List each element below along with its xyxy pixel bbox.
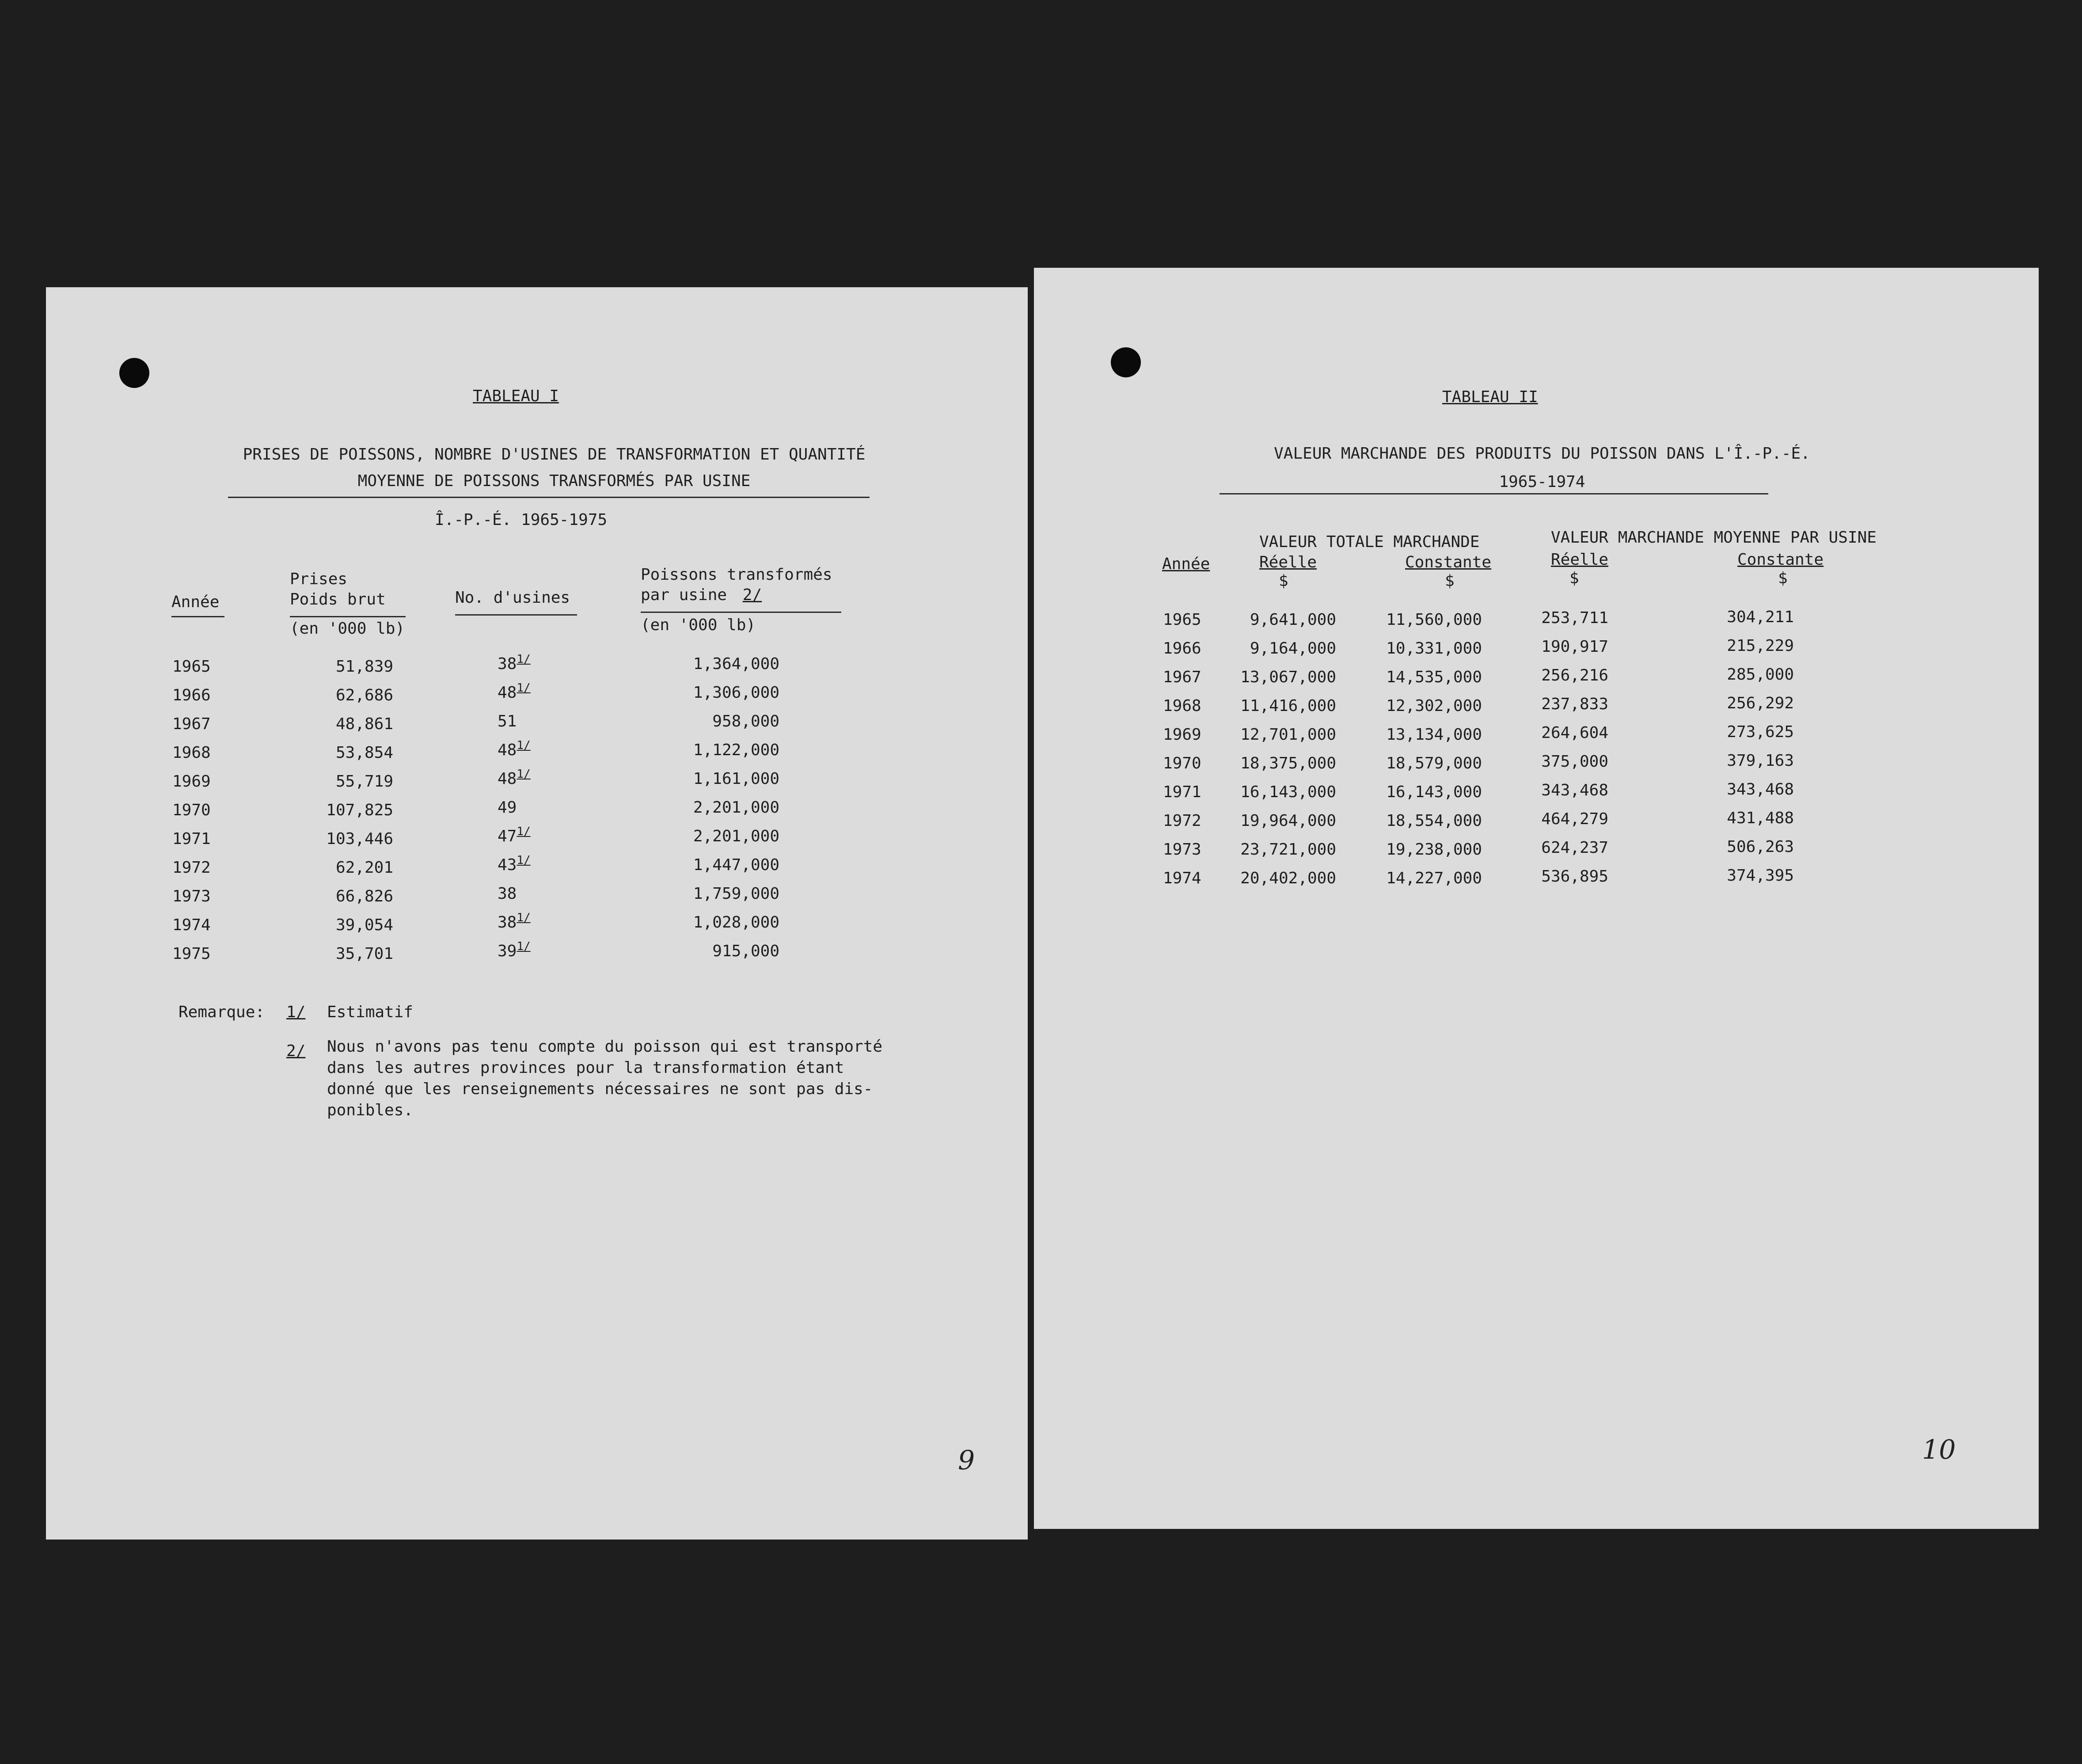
cell-moyenne-constante: 256,292 (1727, 694, 1794, 712)
footnote-marker: 2/ (286, 1042, 306, 1060)
col-header-par-usine (641, 586, 762, 604)
col-group-header: VALEUR TOTALE MARCHANDE (1259, 533, 1480, 551)
cell-total-reelle: 16,143,000 (1240, 783, 1336, 801)
cell-poissons: 1,364,000 (693, 655, 779, 673)
footnote-text-line: dans les autres provinces pour la transformation étant (327, 1059, 844, 1077)
footnote-ref: 1/ (517, 825, 531, 838)
page-number: 9 (958, 1445, 975, 1476)
col-header-constante: Constante (1737, 551, 1824, 569)
heading-rule (1220, 493, 1768, 494)
cell-poissons: 1,447,000 (693, 856, 779, 874)
page-left (46, 287, 1028, 1540)
cell-moyenne-reelle: 464,279 (1541, 810, 1608, 828)
cell-usines-value: 49 (498, 798, 517, 817)
cell-usines-value: 38 (498, 655, 517, 673)
cell-poissons: 1,306,000 (693, 684, 779, 702)
footnote-ref: 2/ (742, 586, 762, 604)
cell-annee: 1972 (172, 859, 211, 877)
col-header-annee: Année (1162, 555, 1210, 573)
cell-annee: 1974 (172, 916, 211, 934)
cell-annee: 1971 (1163, 783, 1201, 801)
footnote-ref: 1/ (517, 739, 531, 752)
col-header-reelle: Réelle (1259, 553, 1317, 571)
cell-moyenne-constante: 273,625 (1727, 723, 1794, 741)
table-title: TABLEAU I (473, 387, 559, 405)
table-title: TABLEAU II (1442, 388, 1538, 406)
cell-annee: 1967 (1163, 668, 1201, 686)
cell-annee: 1973 (172, 887, 211, 905)
cell-usines (498, 741, 531, 759)
cell-prises: 48,861 (335, 715, 393, 733)
cell-total-constante: 18,554,000 (1386, 812, 1482, 830)
cell-moyenne-reelle: 256,216 (1541, 666, 1608, 684)
cell-total-reelle: 20,402,000 (1240, 869, 1336, 887)
cell-poissons: 2,201,000 (693, 827, 779, 845)
cell-moyenne-constante: 506,263 (1727, 838, 1794, 856)
footnote-text-line: Nous n'avons pas tenu compte du poisson qui est transporté (327, 1038, 883, 1056)
cell-annee: 1972 (1163, 812, 1201, 830)
cell-usines (498, 827, 531, 845)
cell-poissons: 1,028,000 (693, 913, 779, 931)
cell-usines-value: 51 (498, 712, 517, 730)
footnote-ref: 1/ (517, 768, 531, 781)
cell-prises: 66,826 (335, 887, 393, 905)
cell-usines (498, 885, 517, 903)
cell-annee: 1970 (1163, 754, 1201, 772)
cell-prises: 62,686 (335, 686, 393, 704)
cell-prises: 107,825 (326, 801, 393, 819)
cell-usines-value: 43 (498, 856, 517, 874)
cell-annee: 1965 (1163, 611, 1201, 629)
footnote-ref: 1/ (517, 854, 531, 867)
cell-total-constante: 14,535,000 (1386, 668, 1482, 686)
cell-total-reelle: 9,164,000 (1250, 639, 1336, 658)
punch-hole (119, 358, 149, 388)
cell-total-constante: 14,227,000 (1386, 869, 1482, 887)
footnote-text-line: donné que les renseignements nécessaires ne sont pas dis- (327, 1080, 873, 1098)
cell-usines (498, 655, 531, 673)
col-header-par-usine-label: par usine (641, 586, 727, 604)
cell-usines (498, 712, 517, 730)
cell-annee: 1975 (172, 945, 211, 963)
cell-total-reelle: 19,964,000 (1240, 812, 1336, 830)
cell-annee: 1966 (172, 686, 211, 704)
cell-prises: 55,719 (335, 772, 393, 791)
col-header-prises: Prises (290, 570, 348, 588)
col-header-annee: Année (171, 593, 220, 611)
col-rule (290, 616, 406, 617)
footnote-ref: 1/ (517, 911, 531, 924)
col-header-unit: (en '000 lb) (641, 616, 756, 634)
cell-total-constante: 12,302,000 (1386, 697, 1482, 715)
cell-prises: 62,201 (335, 859, 393, 877)
col-rule (455, 614, 577, 616)
col-rule (171, 616, 224, 617)
currency-symbol: $ (1569, 569, 1579, 587)
cell-prises: 51,839 (335, 658, 393, 676)
cell-moyenne-constante: 379,163 (1727, 752, 1794, 770)
cell-usines (498, 942, 531, 960)
cell-moyenne-constante: 285,000 (1727, 665, 1794, 684)
cell-moyenne-reelle: 536,895 (1541, 867, 1608, 886)
remarque-label: Remarque: (179, 1003, 265, 1021)
cell-moyenne-reelle: 375,000 (1541, 753, 1608, 771)
table-heading-line2: MOYENNE DE POISSONS TRANSFORMÉS PAR USINE (357, 472, 751, 490)
cell-moyenne-reelle: 624,237 (1541, 839, 1608, 857)
table-heading-line3: Î.-P.-É. 1965-1975 (435, 511, 608, 529)
cell-moyenne-constante: 215,229 (1727, 637, 1794, 655)
cell-total-constante: 13,134,000 (1386, 726, 1482, 744)
cell-total-constante: 11,560,000 (1386, 611, 1482, 629)
cell-prises: 103,446 (326, 830, 393, 848)
cell-total-reelle: 23,721,000 (1240, 840, 1336, 859)
col-header-unit: (en '000 lb) (290, 620, 405, 638)
cell-total-reelle: 11,416,000 (1240, 697, 1336, 715)
cell-total-reelle: 13,067,000 (1240, 668, 1336, 686)
footnote-text: Estimatif (327, 1003, 414, 1021)
cell-total-reelle: 18,375,000 (1240, 754, 1336, 772)
table-heading-line1: VALEUR MARCHANDE DES PRODUITS DU POISSON DANS L'Î.-P.-É. (1274, 445, 1810, 463)
page-right (1034, 268, 2039, 1529)
cell-prises: 39,054 (335, 916, 393, 934)
col-header-usines: No. d'usines (455, 589, 570, 607)
cell-moyenne-constante: 431,488 (1727, 809, 1794, 827)
footnote-ref: 1/ (517, 940, 531, 953)
table-heading-line2: 1965-1974 (1499, 473, 1585, 491)
punch-hole (1111, 347, 1141, 377)
col-header-constante: Constante (1405, 553, 1492, 571)
cell-prises: 35,701 (335, 945, 393, 963)
col-header-reelle: Réelle (1551, 551, 1609, 569)
cell-total-reelle: 12,701,000 (1240, 726, 1336, 744)
cell-usines (498, 681, 531, 702)
cell-poissons: 2,201,000 (693, 798, 779, 817)
cell-total-constante: 18,579,000 (1386, 754, 1482, 772)
cell-annee: 1965 (172, 658, 211, 676)
cell-annee: 1969 (1163, 726, 1201, 744)
footnote-ref: 1/ (517, 681, 531, 695)
cell-annee: 1974 (1163, 869, 1201, 887)
cell-moyenne-constante: 374,395 (1727, 867, 1794, 885)
cell-usines-value: 47 (498, 827, 517, 845)
cell-annee: 1970 (172, 801, 211, 819)
cell-total-constante: 19,238,000 (1386, 840, 1482, 859)
cell-usines-value: 48 (498, 741, 517, 759)
col-group-header: VALEUR MARCHANDE MOYENNE PAR USINE (1551, 528, 1877, 547)
cell-usines-value: 38 (498, 913, 517, 931)
footnote-text-line: ponibles. (327, 1101, 414, 1119)
cell-usines (498, 770, 531, 788)
cell-moyenne-reelle: 190,917 (1541, 638, 1608, 656)
cell-total-reelle: 9,641,000 (1250, 611, 1336, 629)
cell-moyenne-reelle: 237,833 (1541, 695, 1608, 713)
col-rule (641, 612, 841, 613)
cell-annee: 1968 (172, 744, 211, 762)
cell-poissons: 915,000 (712, 942, 779, 960)
footnote-ref: 1/ (517, 653, 531, 666)
currency-symbol: $ (1778, 569, 1788, 587)
cell-annee: 1971 (172, 830, 211, 848)
currency-symbol: $ (1279, 572, 1288, 590)
cell-annee: 1966 (1163, 639, 1201, 658)
cell-annee: 1969 (172, 772, 211, 791)
cell-poissons: 958,000 (712, 712, 779, 730)
cell-usines-value: 48 (498, 684, 517, 702)
cell-moyenne-reelle: 343,468 (1541, 781, 1608, 799)
cell-usines (498, 856, 531, 874)
cell-usines (498, 798, 517, 817)
cell-total-constante: 10,331,000 (1386, 639, 1482, 658)
currency-symbol: $ (1445, 572, 1455, 590)
cell-total-constante: 16,143,000 (1386, 783, 1482, 801)
cell-moyenne-reelle: 253,711 (1541, 609, 1608, 627)
cell-usines-value: 39 (498, 942, 517, 960)
cell-poissons: 1,161,000 (693, 770, 779, 788)
cell-moyenne-constante: 343,468 (1727, 780, 1794, 798)
cell-prises: 53,854 (335, 744, 393, 762)
col-header-poissons: Poissons transformés (641, 566, 832, 584)
cell-moyenne-constante: 304,211 (1727, 608, 1794, 626)
page-number: 10 (1922, 1434, 1956, 1465)
cell-poissons: 1,122,000 (693, 741, 779, 759)
cell-annee: 1968 (1163, 697, 1201, 715)
cell-poissons: 1,759,000 (693, 885, 779, 903)
footnote-marker: 1/ (286, 1003, 306, 1021)
cell-annee: 1967 (172, 715, 211, 733)
table-heading-line1: PRISES DE POISSONS, NOMBRE D'USINES DE TRANSFORMATION ET QUANTITÉ (243, 445, 866, 464)
col-header-poids-brut: Poids brut (290, 590, 386, 608)
heading-rule (228, 497, 870, 498)
cell-annee: 1973 (1163, 840, 1201, 859)
cell-moyenne-reelle: 264,604 (1541, 724, 1608, 742)
cell-usines-value: 48 (498, 770, 517, 788)
cell-usines-value: 38 (498, 885, 517, 903)
cell-usines (498, 913, 531, 931)
